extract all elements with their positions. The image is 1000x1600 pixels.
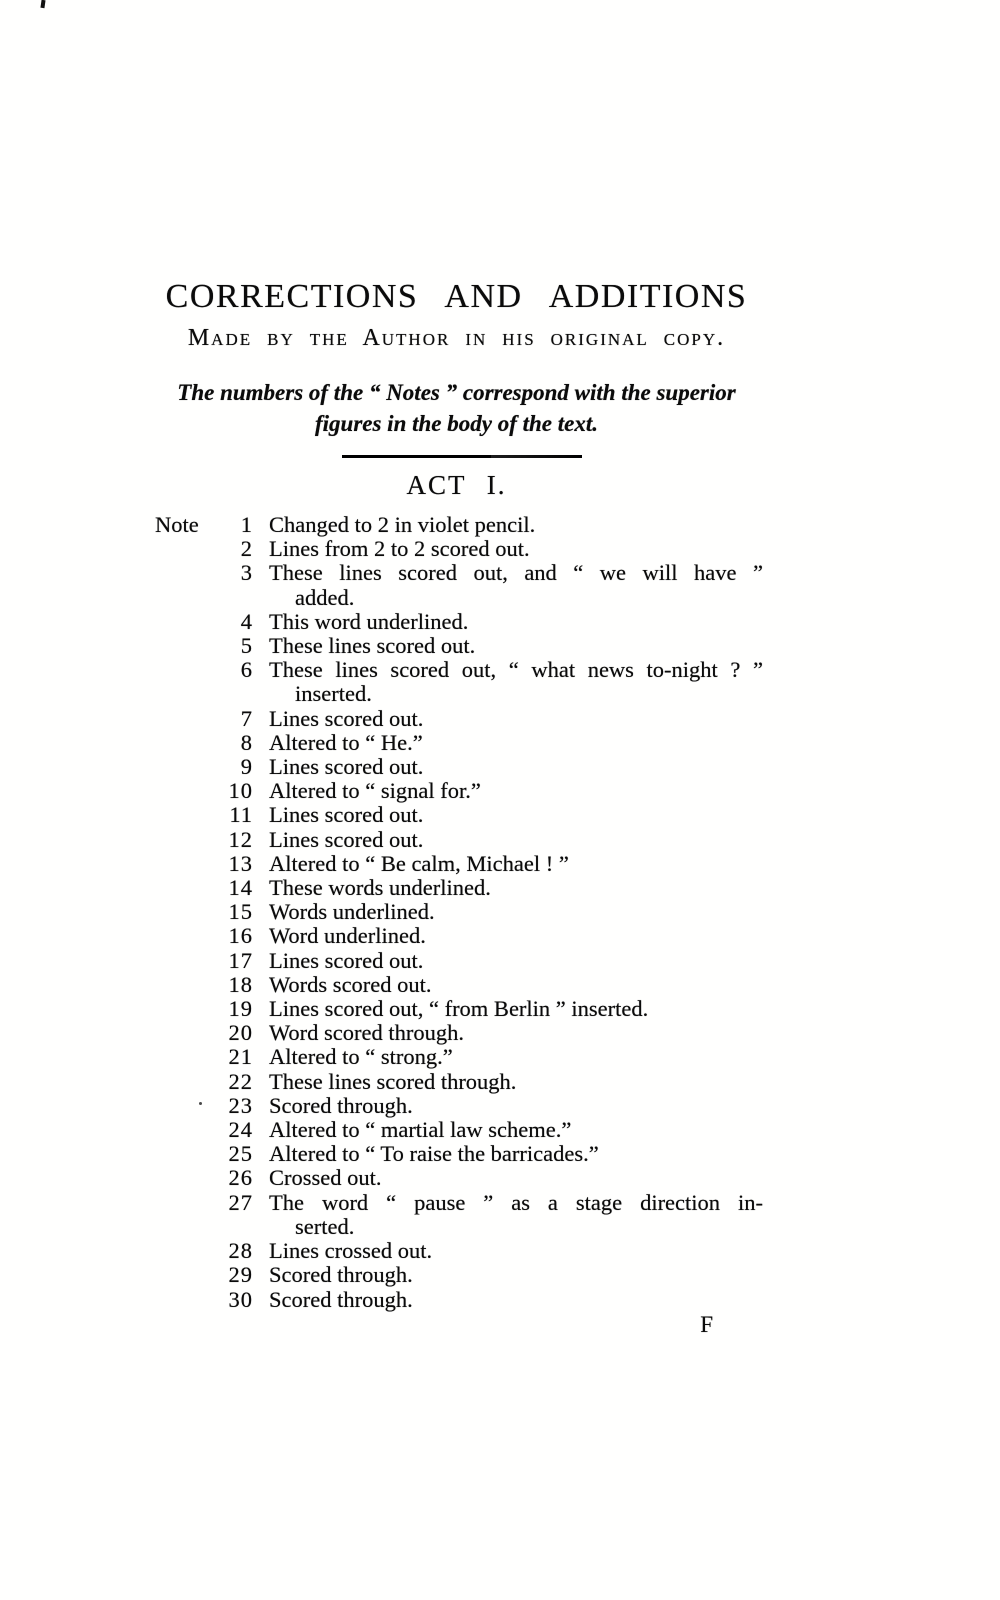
note-line: Lines scored out.: [269, 754, 424, 780]
note-text: [253, 949, 763, 973]
note-label: Note: [155, 512, 199, 537]
note-text: [253, 1070, 763, 1094]
note-number: 18: [228, 971, 253, 997]
note-label: [150, 949, 225, 973]
note-text: [253, 1239, 763, 1263]
note-text: [253, 1094, 763, 1118]
note-label: [150, 1070, 225, 1094]
note-number: 1: [240, 512, 253, 537]
note-line: Lines scored out.: [269, 826, 424, 852]
note-number: 2: [240, 536, 253, 562]
note-number: 15: [228, 899, 253, 925]
note-label: [150, 973, 225, 997]
note-line: Words underlined.: [269, 899, 435, 925]
note-text: [253, 513, 763, 537]
note-number: 5: [240, 633, 253, 659]
note-label: [150, 1045, 225, 1069]
note-row: [150, 1142, 763, 1166]
note-line-continuation: added.: [295, 584, 355, 610]
note-line: Altered to “ To raise the barricades.”: [269, 1141, 599, 1167]
note-row: [150, 876, 763, 900]
note-label: [150, 610, 225, 634]
note-line: Lines scored out.: [269, 802, 424, 828]
note-text: [253, 1021, 763, 1045]
note-text: [253, 537, 763, 561]
note-line: Lines scored out.: [269, 705, 424, 731]
note-row: [150, 1191, 763, 1239]
note-label: [150, 755, 225, 779]
note-line: This word underlined.: [269, 608, 469, 634]
note-line: Crossed out.: [269, 1165, 382, 1191]
note-line: These words underlined.: [269, 875, 491, 901]
note-label: [150, 1239, 225, 1263]
note-row: [150, 658, 763, 706]
note-row: [150, 1288, 763, 1312]
note-number: 30: [228, 1286, 253, 1312]
note-number: 25: [228, 1141, 253, 1167]
note-number: 22: [228, 1068, 253, 1094]
note-row: [150, 973, 763, 997]
note-text: [253, 924, 763, 948]
note-text: [253, 973, 763, 997]
note-row: [150, 949, 763, 973]
note-number: 29: [228, 1262, 253, 1288]
note-number: 8: [240, 729, 253, 755]
note-label: [150, 997, 225, 1021]
note-number: 4: [240, 608, 253, 634]
note-row: [150, 610, 763, 634]
note-row: [150, 1166, 763, 1190]
note-line: Altered to “ signal for.”: [269, 778, 481, 804]
note-row: [150, 828, 763, 852]
note-label: [150, 537, 225, 561]
note-line: Scored through.: [269, 1092, 413, 1118]
note-row: [150, 1094, 763, 1118]
note-text: [253, 634, 763, 658]
note-number: 16: [228, 923, 253, 949]
note-label: [150, 731, 225, 755]
note-number: 27: [228, 1189, 253, 1215]
note-row: [150, 731, 763, 755]
note-row: [150, 537, 763, 561]
note-number: 28: [228, 1238, 253, 1264]
epigraph: [150, 377, 763, 439]
note-number: 24: [228, 1117, 253, 1143]
note-row: [150, 561, 763, 609]
notes-list: [150, 513, 763, 1312]
note-line-continuation: inserted.: [295, 681, 372, 707]
page-title: CORRECTIONS AND ADDITIONS: [165, 278, 748, 315]
note-label: [150, 658, 225, 706]
scan-artifact-mark: [40, 0, 45, 8]
note-text: [253, 997, 763, 1021]
note-number: 12: [228, 826, 253, 852]
note-number: 3: [240, 560, 253, 586]
note-label: [150, 900, 225, 924]
note-number: 17: [228, 947, 253, 973]
note-text: [253, 828, 763, 852]
note-row: [150, 1070, 763, 1094]
note-line: Altered to “ martial law scheme.”: [269, 1117, 572, 1143]
note-line: Word scored through.: [269, 1020, 465, 1046]
note-number: 11: [229, 802, 253, 828]
epigraph-line-1: The numbers of the “ Notes ” correspond with the superior: [177, 380, 736, 405]
section-divider-rule: [342, 455, 582, 458]
note-line: Lines scored out.: [269, 947, 424, 973]
note-row: [150, 634, 763, 658]
note-row: [150, 513, 763, 537]
note-label: [150, 1166, 225, 1190]
note-text: [253, 803, 763, 827]
note-number: 14: [228, 875, 253, 901]
note-text: [253, 1045, 763, 1069]
note-text: [253, 731, 763, 755]
note-text: [253, 1118, 763, 1142]
note-text: [253, 1166, 763, 1190]
note-label: [150, 852, 225, 876]
note-row: [150, 779, 763, 803]
note-row: [150, 852, 763, 876]
signature-mark: F: [700, 1312, 713, 1337]
note-number: 7: [240, 705, 253, 731]
note-number: 26: [228, 1165, 253, 1191]
note-line: Altered to “ Be calm, Michael ! ”: [269, 850, 569, 876]
note-label: [150, 779, 225, 803]
note-text: [253, 561, 763, 609]
note-line: These lines scored out, and “ we will have ”: [269, 560, 763, 586]
note-line: Words scored out.: [269, 971, 432, 997]
note-text: [253, 1142, 763, 1166]
note-label: [150, 803, 225, 827]
note-number: 20: [228, 1020, 253, 1046]
note-label: [150, 561, 225, 609]
page-subtitle: Made by the Author in his original copy.: [187, 325, 726, 351]
note-text: [253, 658, 763, 706]
epigraph-line-2: figures in the body of the text.: [314, 411, 599, 436]
note-number: 23: [228, 1092, 253, 1118]
note-label: [150, 634, 225, 658]
note-text: [253, 707, 763, 731]
note-row: [150, 1118, 763, 1142]
note-row: [150, 1263, 763, 1287]
note-text: [253, 755, 763, 779]
note-text: [253, 779, 763, 803]
note-line: Word underlined.: [269, 923, 426, 949]
note-line: Lines from 2 to 2 scored out.: [269, 536, 530, 562]
note-number: 9: [240, 754, 253, 780]
note-row: [150, 803, 763, 827]
note-row: [150, 1239, 763, 1263]
note-line: These lines scored out.: [269, 633, 476, 659]
note-row: [150, 755, 763, 779]
note-text: [253, 610, 763, 634]
note-text: [253, 1191, 763, 1239]
note-label: [150, 1288, 225, 1312]
note-number: 10: [228, 778, 253, 804]
note-line: These lines scored out, “ what news to-night ? ”: [269, 657, 763, 683]
section-heading: ACT I.: [406, 470, 507, 500]
note-label: [150, 876, 225, 900]
note-label: [150, 828, 225, 852]
note-line: Changed to 2 in violet pencil.: [269, 512, 536, 537]
note-row: [150, 1045, 763, 1069]
note-label: [150, 1142, 225, 1166]
note-number: 13: [228, 850, 253, 876]
note-line: Scored through.: [269, 1262, 413, 1288]
note-label: [150, 1094, 225, 1118]
note-line: Lines scored out, “ from Berlin ” inserted.: [269, 996, 649, 1022]
note-text: [253, 1288, 763, 1312]
note-label: [150, 1191, 225, 1239]
note-line: These lines scored through.: [269, 1068, 517, 1094]
note-line: Scored through.: [269, 1286, 413, 1312]
note-row: [150, 707, 763, 731]
note-label: [150, 1021, 225, 1045]
note-row: [150, 997, 763, 1021]
note-line: Altered to “ He.”: [269, 729, 423, 755]
note-number: 21: [228, 1044, 253, 1070]
note-line-continuation: serted.: [295, 1213, 355, 1239]
note-text: [253, 900, 763, 924]
note-label: [150, 1263, 225, 1287]
note-label: [150, 707, 225, 731]
note-label: [150, 924, 225, 948]
note-number: 19: [228, 996, 253, 1022]
note-row: [150, 1021, 763, 1045]
note-line: The word “ pause ” as a stage direction in-: [269, 1189, 763, 1215]
note-number: 6: [240, 657, 253, 683]
note-label: [150, 1118, 225, 1142]
note-text: [253, 1263, 763, 1287]
note-line: Lines crossed out.: [269, 1238, 433, 1264]
note-row: [150, 900, 763, 924]
note-text: [253, 876, 763, 900]
note-text: [253, 852, 763, 876]
note-row: [150, 924, 763, 948]
note-line: Altered to “ strong.”: [269, 1044, 453, 1070]
